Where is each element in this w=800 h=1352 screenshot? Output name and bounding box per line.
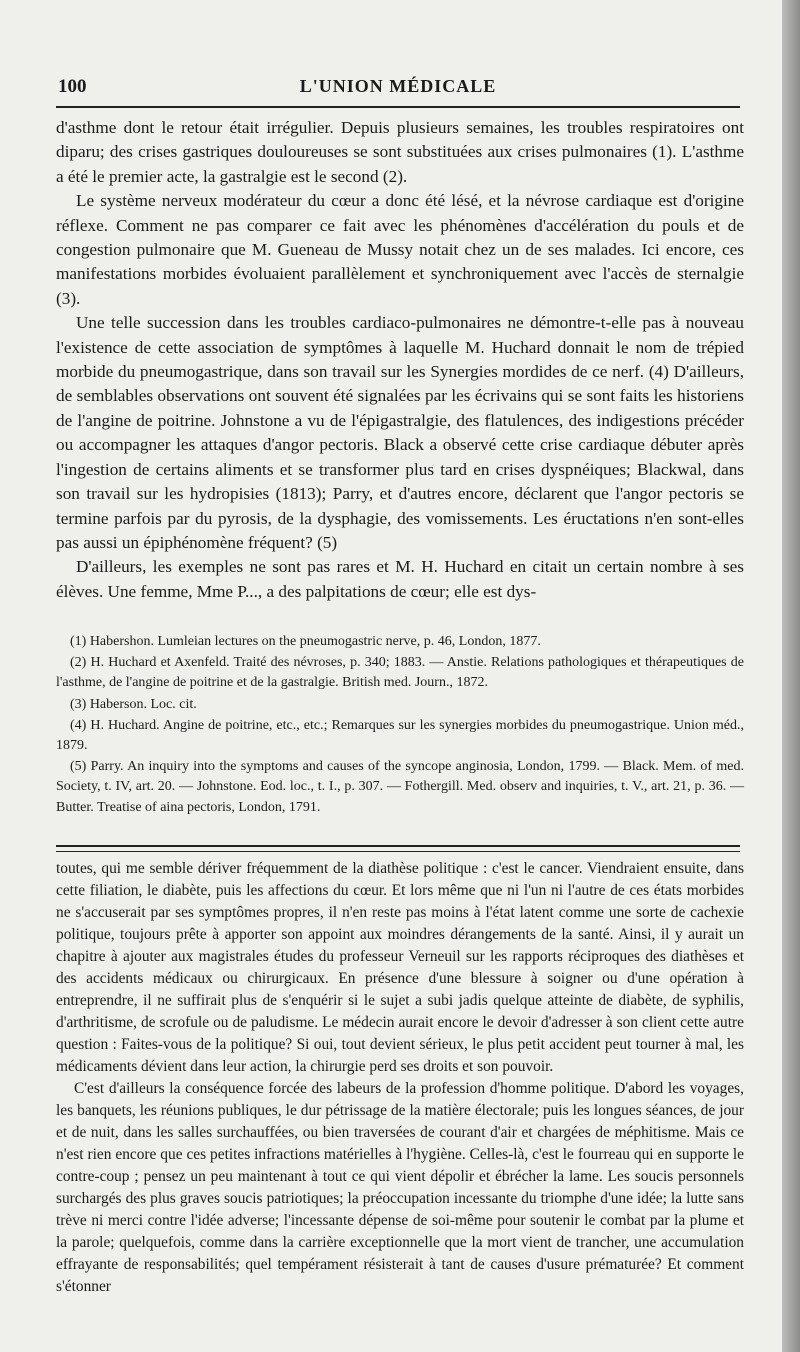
footnotes: [56, 632, 744, 819]
paragraph: D'ailleurs, les exemples ne sont pas rares et M. H. Huchard en citait un certain nombre à ses élèves. Une femme, Mme P..., a des palpitations de cœur; elle est dys-: [56, 557, 744, 601]
footnote-3: (3) Haberson. Loc. cit.: [70, 696, 197, 712]
main-text: [56, 116, 744, 604]
running-head: L'UNION MÉDICALE: [299, 76, 497, 96]
paragraph: C'est d'ailleurs la conséquence forcée des labeurs de la profession d'homme politique. D'abord les voyages, les banquets, les réunions publiques, le dur pétrissage de la matière électorale; puis les longues séances, de jour et de nuit, dans les salles surchauffées, ou bien traversées de courant d'air et chargées de méphitisme. Mais ce n'est rien encore que ces petites infractions matérielles à l'hygiène. Celles-là, c'est le fourreau qui en supporte le contre-coup ; pensez un peu maintenant à tout ce qui vient dépolir et ébrécher la lame. Les soucis personnels surchargés des plus graves soucis patriotiques; la préoccupation incessante du triomphe d'une idée; la lutte sans trève ni merci contre l'idée adverse; l'incessante dépense de soi-même pour soutenir le combat par la plume et la parole; quelquefois, comme dans la carrière exceptionnelle que la mort vient de trancher, une accumulation effrayante de responsabilités; quel tempérament résisterait à tant de causes d'usure prématurée? Et comment s'étonner: [56, 1080, 744, 1295]
paragraph: Une telle succession dans les troubles cardiaco-pulmonaires ne démontre-t-elle pas à nouveau l'existence de cette association de symptômes à laquelle M. Huchard donnait le nom de trépied morbide du pneumogastrique, dans son travail sur les Synergies mordides de ce nerf. (4) D'ailleurs, de semblables observations ont souvent été signalées par les écrivains qui se sont faits les historiens de l'angine de poitrine. Johnstone a vu de l'épigastralgie, des flatulences, des indigestions précéder ou accompagner les attaques d'angor pectoris. Black a observé cette crise cardiaque débuter après l'ingestion de certains aliments et se transformer plus tard en crises dyspnéiques; Blackwal, dans son travail sur les hydropisies (1813); Parry, et d'autres encore, déclarent que l'angor pectoris se termine parfois par du pyrosis, de la dysphagie, des vomissements. Les éructations n'en sont-elles pas aussi un épiphénomène fréquent? (5): [56, 313, 744, 552]
footnote-5: (5) Parry. An inquiry into the symptoms and causes of the syncope anginosia, London, 1799. — Black. Mem. of med. Society, t. IV, art. 20. — Johnstone. Eod. loc., t. I., p. 307. — Fothergill. Med. observ and inquiries, t. V., art. 21, p. 36. — Butter. Treatise of aina pectoris, London, 1791.: [56, 759, 744, 815]
page-edge-shadow: [782, 0, 800, 1352]
footnote-2: (2) H. Huchard et Axenfeld. Traité des névroses, p. 340; 1883. — Anstie. Relations pathologiques et thérapeutiques de l'asthme, de l'angine de poitrine et de la gastralgie. British med. Journ., 1872.: [56, 655, 744, 691]
paragraph: Le système nerveux modérateur du cœur a donc été lésé, et la névrose cardiaque est d'origine réflexe. Comment ne pas comparer ce fait avec les phénomènes d'accélération du pouls et de congestion pulmonaire que M. Gueneau de Mussy notait chez un de ses malades. Ici encore, ces manifestations morbides évoluaient parallèlement et synchroniquement avec l'accès de sternalgie (3).: [56, 191, 744, 308]
footnote-4: (4) H. Huchard. Angine de poitrine, etc., etc.; Remarques sur les synergies morbides du pneumogastrique. Union méd., 1879.: [56, 717, 744, 754]
page-number: 100: [58, 76, 87, 97]
header-rule: [56, 106, 740, 108]
footnote-1: (1) Habershon. Lumleian lectures on the pneumogastric nerve, p. 46, London, 1877.: [70, 634, 541, 649]
page-header: [58, 74, 738, 102]
paragraph: d'asthme dont le retour était irrégulier. Depuis plusieurs semaines, les troubles respiratoires ont diparu; des crises gastriques douloureuses se sont substituées aux crises pulmonaires (1). L'asthme a été le premier acte, la gastralgie est le second (2).: [56, 118, 744, 186]
paragraph: toutes, qui me semble dériver fréquemment de la diathèse politique : c'est le cancer. Viendraient ensuite, dans cette filiation, le diabète, puis les affections du cœur. Et lors même que ni l'un ni l'autre de ces états morbides ne s'accuserait par ses symptômes propres, il n'en reste pas moins à l'état latent comme une sorte de cachexie politique, toujours prête à apporter son appoint aux moindres dérangements de la santé. Ainsi, il y aurait un chapitre à ajouter aux magistrales études du professeur Verneuil sur les rapports réciproques des diathèses et des accidents médicaux ou chirurgicaux. En présence d'une blessure à soigner ou d'une opération à entreprendre, il ne suffirait plus de s'enquérir si le sujet a subi jadis quelque atteinte de diabète, de syphilis, d'arthritisme, de scrofule ou de paludisme. Le médecin aurait encore le devoir d'adresser à son client cette autre question : Faites-vous de la politique? Si oui, tout devient sérieux, le plus petit accident peut tourner à mal, les médicaments dévient dans leur action, la chirurgie perd ses droits et son pouvoir.: [56, 860, 744, 1075]
feuilleton-rule: [56, 845, 740, 852]
feuilleton-text: [56, 858, 744, 1298]
